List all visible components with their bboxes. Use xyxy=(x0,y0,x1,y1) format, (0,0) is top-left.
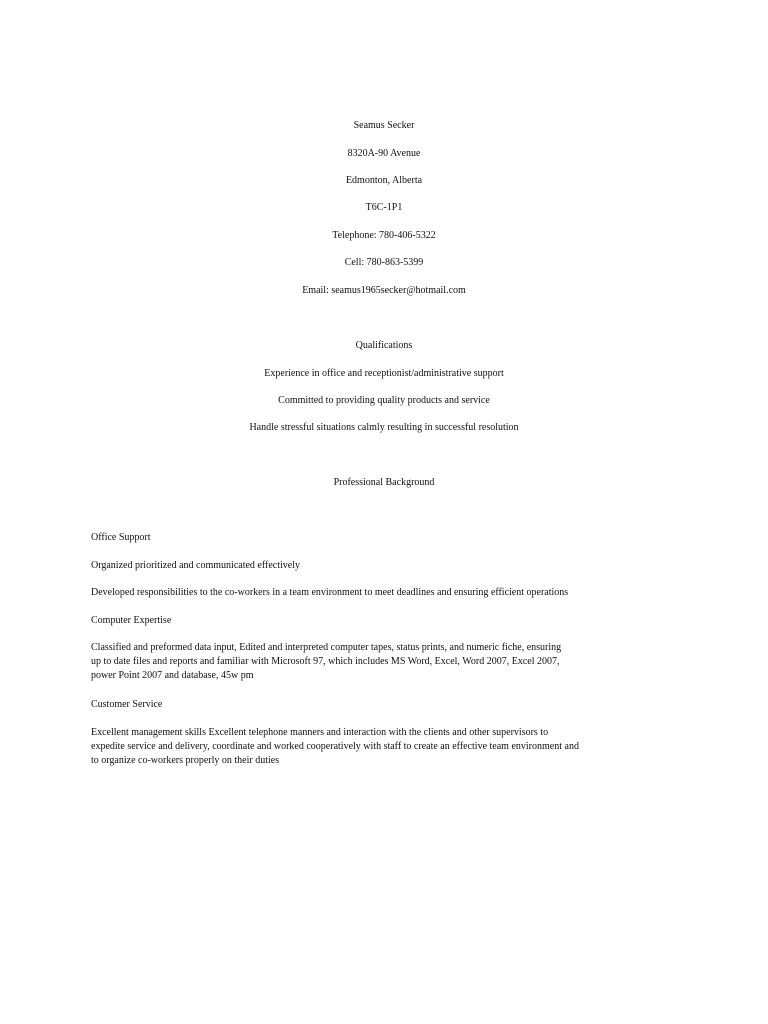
contact-name: Seamus Secker xyxy=(353,120,415,131)
contact-address: 8320A-90 Avenue xyxy=(347,148,421,159)
computer-expertise-paragraph xyxy=(91,641,681,683)
paragraph-line: Excellent management skills Excellent telephone manners and interaction with the clients and other supervisors to xyxy=(91,727,549,738)
office-support-item: Organized prioritized and communicated effectively xyxy=(91,560,300,571)
contact-cell: Cell: 780-863-5399 xyxy=(344,257,424,268)
qualification-item: Experience in office and receptionist/administrative support xyxy=(264,368,504,379)
paragraph-line: up to date files and reports and familiar with Microsoft 97, which includes MS Word, Excel, Word 2007, Excel 2007, xyxy=(91,656,560,667)
paragraph-line: expedite service and delivery, coordinate and worked cooperatively with staff to create an effective team environment and xyxy=(91,741,579,752)
customer-service-heading: Customer Service xyxy=(91,699,163,710)
office-support-item: Developed responsibilities to the co-workers in a team environment to meet deadlines and ensuring efficient operations xyxy=(91,587,569,598)
contact-postal-code: T6C-1P1 xyxy=(365,202,403,213)
contact-email: Email: seamus1965secker@hotmail.com xyxy=(302,285,466,296)
qualifications-heading: Qualifications xyxy=(355,340,413,351)
contact-telephone: Telephone: 780-406-5322 xyxy=(332,230,436,241)
professional-background-heading: Professional Background xyxy=(333,477,435,488)
paragraph-line: to organize co-workers properly on their duties xyxy=(91,755,280,766)
qualification-item: Handle stressful situations calmly resulting in successful resolution xyxy=(249,422,519,433)
office-support-heading: Office Support xyxy=(91,532,151,543)
contact-city: Edmonton, Alberta xyxy=(345,175,423,186)
computer-expertise-heading: Computer Expertise xyxy=(91,615,172,626)
paragraph-line: power Point 2007 and database, 45w pm xyxy=(91,670,254,681)
paragraph-line: Classified and preformed data input, Edited and interpreted computer tapes, status prints, and numeric fiche, ensuring xyxy=(91,642,562,653)
qualification-item: Committed to providing quality products and service xyxy=(278,395,490,406)
customer-service-paragraph xyxy=(91,726,681,768)
